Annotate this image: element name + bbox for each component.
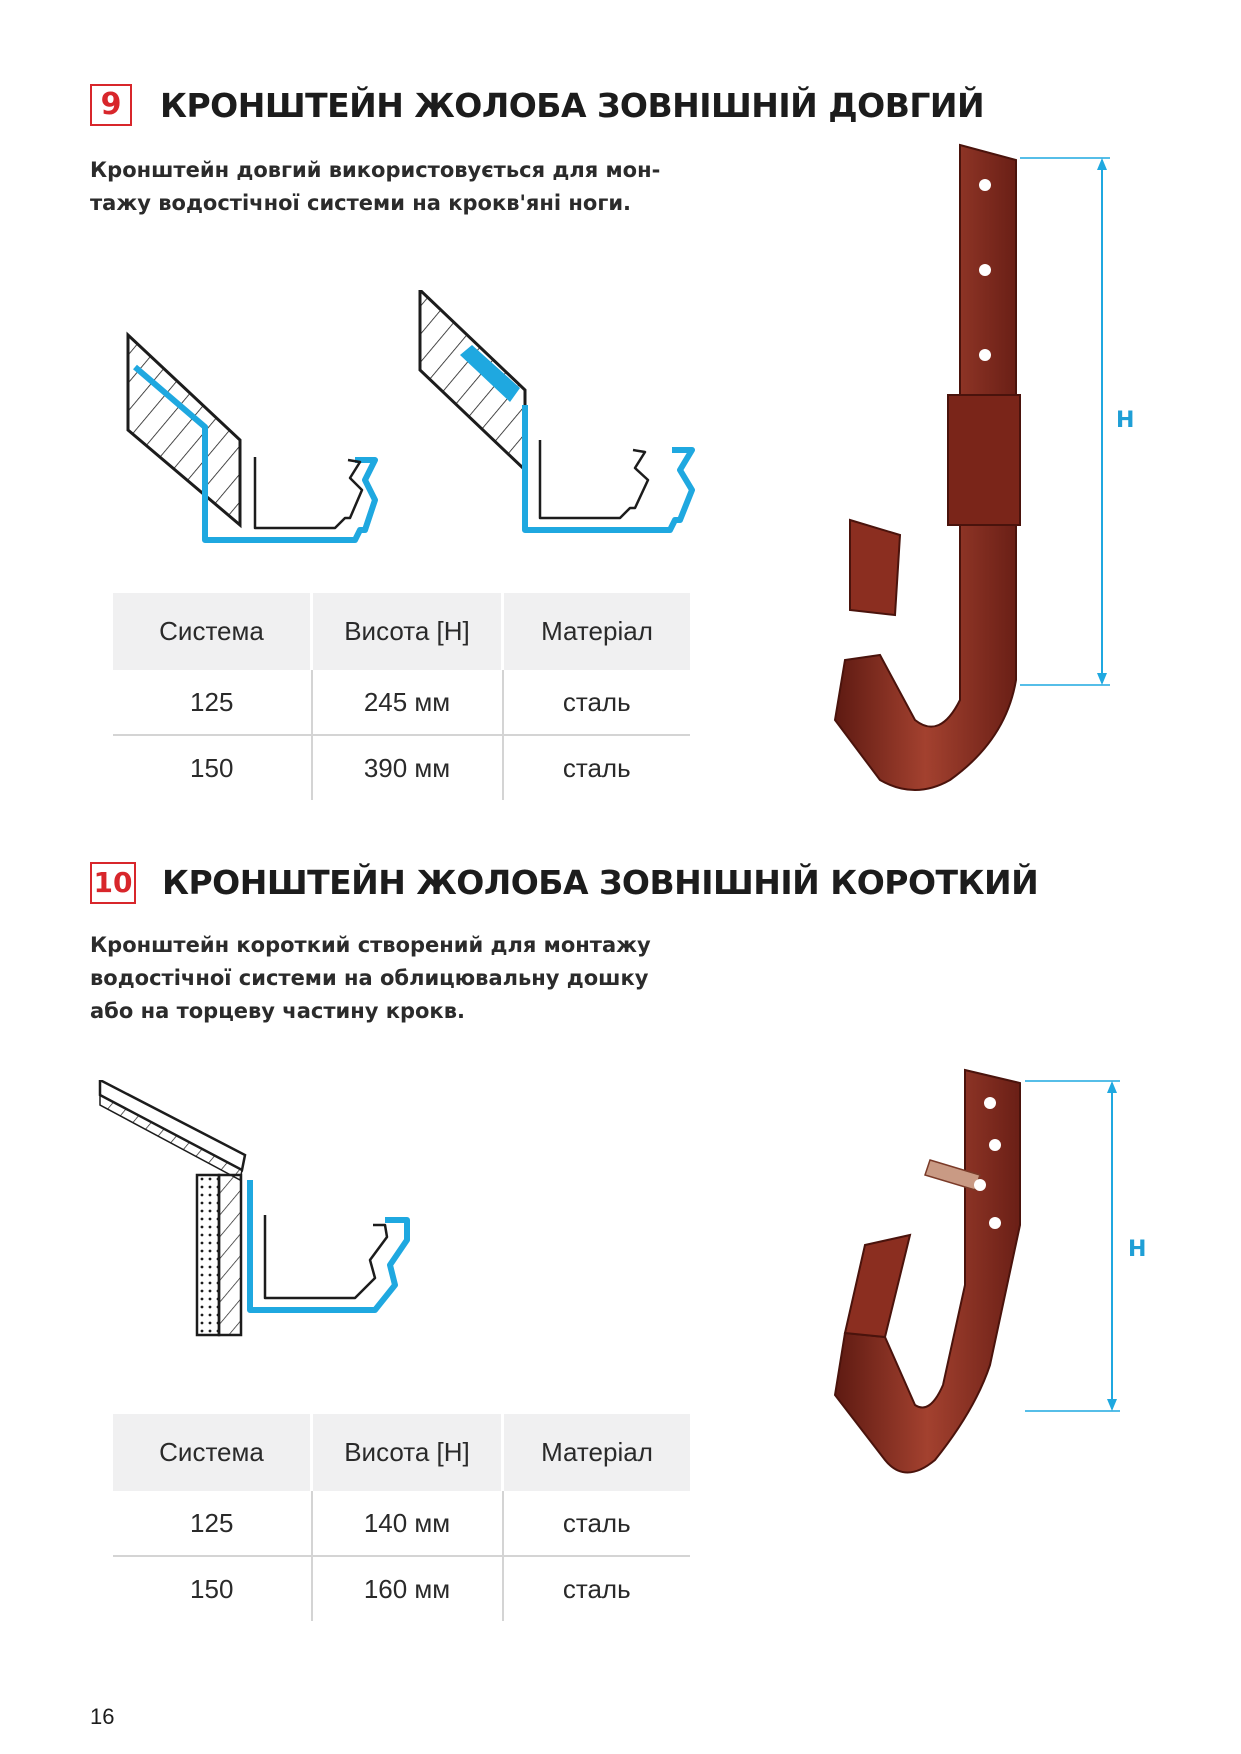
section-title-10: КРОНШТЕЙН ЖОЛОБА ЗОВНІШНІЙ КОРОТКИЙ <box>162 863 1039 902</box>
section-number-10: 10 <box>90 862 136 904</box>
short-bracket-image <box>815 1065 1125 1525</box>
header-height: Висота [H] <box>312 593 503 670</box>
page-number: 16 <box>90 1704 115 1729</box>
description-line: або на торцеву частину крокв. <box>90 999 465 1023</box>
dimension-label-h: H <box>1116 408 1135 433</box>
cell-system: 125 <box>113 1491 312 1556</box>
header-material: Матеріал <box>503 593 691 670</box>
cell-material: сталь <box>562 752 631 783</box>
table-row <box>113 1556 690 1621</box>
header-material: Матеріал <box>503 1414 691 1491</box>
section-title-9: КРОНШТЕЙН ЖОЛОБА ЗОВНІШНІЙ ДОВГИЙ <box>160 86 985 125</box>
table-row <box>113 1491 690 1556</box>
long-bracket-image <box>820 140 1120 800</box>
cell-height: 245 мм <box>312 670 503 735</box>
cell-system: 150 <box>113 735 312 800</box>
cell-material: сталь <box>562 1573 631 1604</box>
section-description-9 <box>90 154 710 220</box>
mount-diagram-fascia <box>95 1080 435 1360</box>
section-description-10 <box>90 929 710 1028</box>
mount-diagram-rafter-a <box>110 320 400 550</box>
cell-height: 390 мм <box>312 735 503 800</box>
mount-diagram-rafter-b <box>410 290 700 550</box>
description-line: тажу водостічної системи на крокв'яні ноги. <box>90 191 632 215</box>
description-line: Кронштейн довгий використовується для мон- <box>90 158 661 182</box>
description-line: Кронштейн короткий створений для монтажу <box>90 933 651 957</box>
description-line: водостічної системи на облицювальну дошку <box>90 966 649 990</box>
cell-material: сталь <box>503 670 691 735</box>
dimension-label-h: H <box>1128 1237 1147 1262</box>
section-number-9: 9 <box>90 84 132 126</box>
cell-height: 140 мм <box>312 1491 503 1556</box>
header-system: Система <box>113 593 312 670</box>
spec-table-10 <box>113 1414 690 1621</box>
header-system: Система <box>113 1414 312 1491</box>
table-row <box>113 670 690 735</box>
cell-material: сталь <box>503 1491 691 1556</box>
header-height: Висота [H] <box>312 1414 503 1491</box>
spec-table-9 <box>113 593 690 800</box>
table-row <box>113 735 690 800</box>
cell-height: 160 мм <box>312 1556 503 1621</box>
cell-system: 125 <box>113 670 312 735</box>
cell-system: 150 <box>113 1556 312 1621</box>
